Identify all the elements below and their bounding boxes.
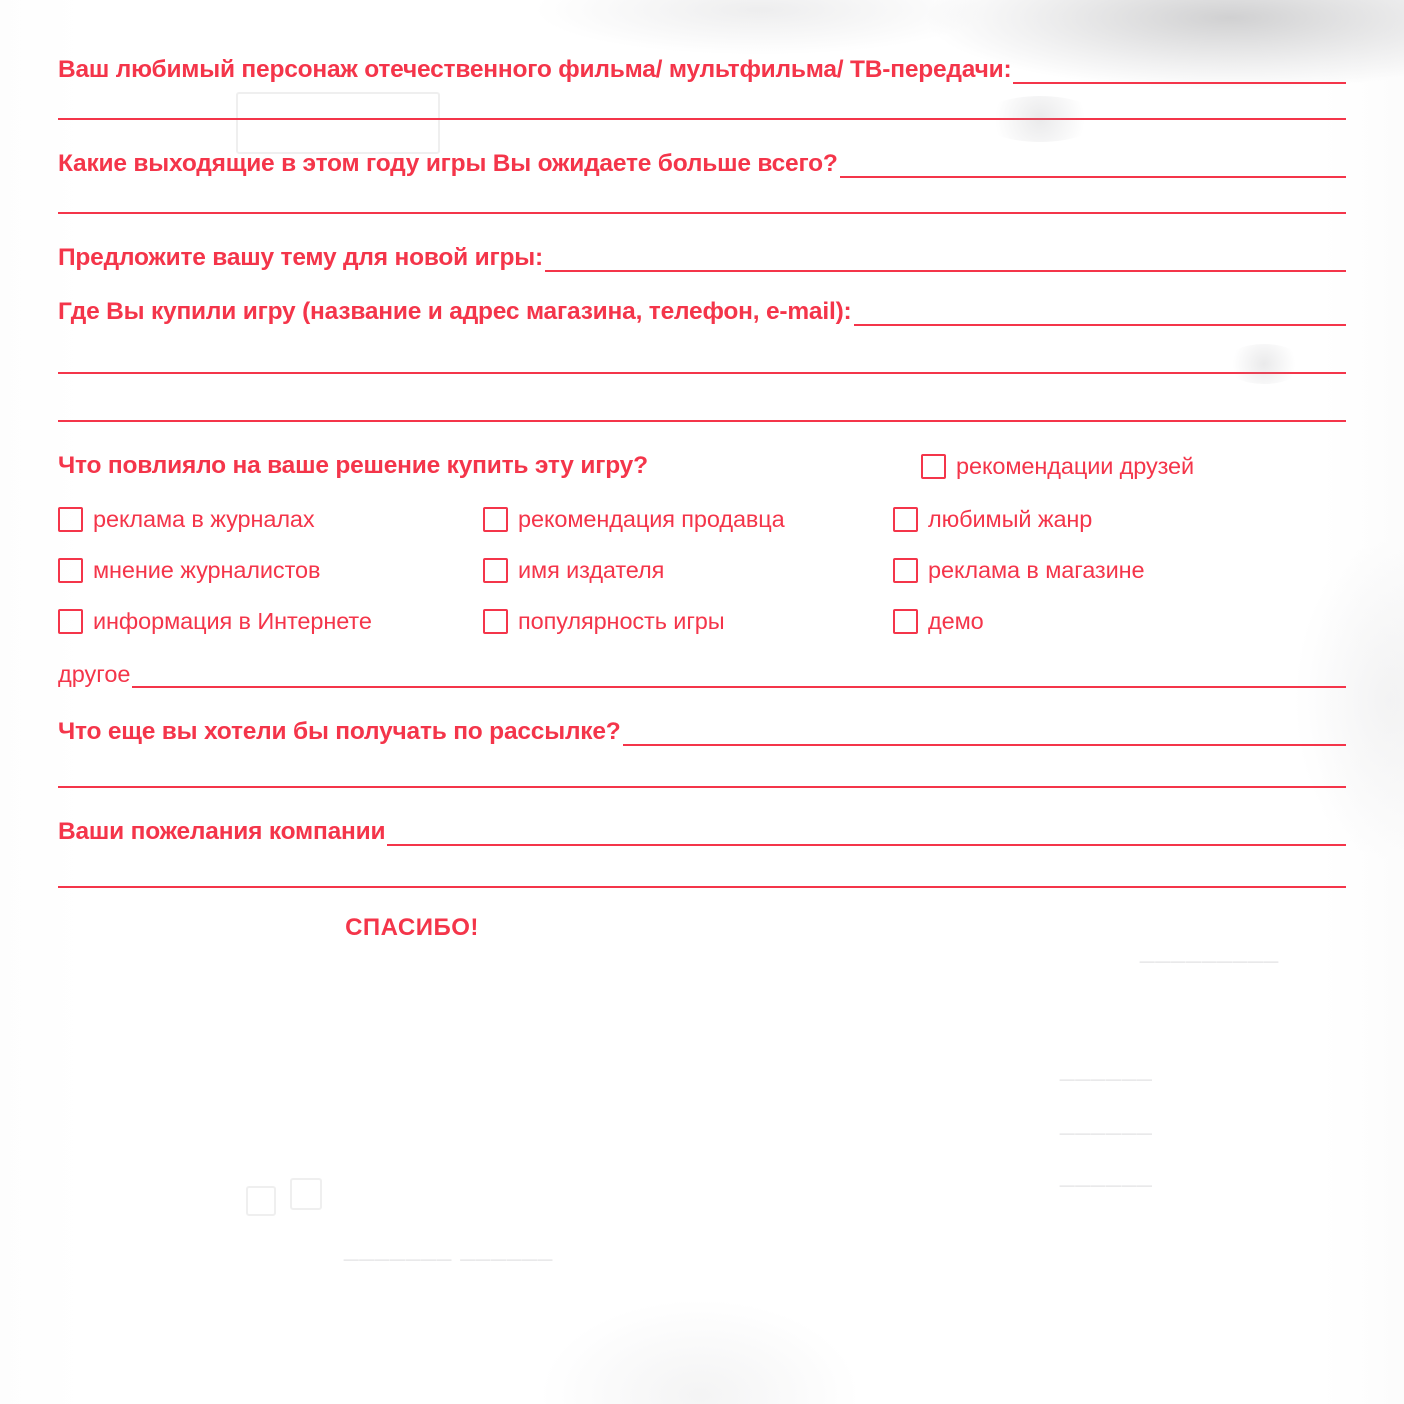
checkbox-icon[interactable] xyxy=(58,609,83,634)
question-label: Что еще вы хотели бы получать по рассылке? xyxy=(58,718,621,745)
scan-artifact-text: ______ xyxy=(1060,1052,1153,1082)
checkbox-label: мнение журналистов xyxy=(93,557,321,583)
field-mailing-wishes[interactable] xyxy=(58,718,1346,746)
checkbox-icon[interactable] xyxy=(893,507,918,532)
influence-title: Что повлияло на ваше решение купить эту игру? xyxy=(58,452,648,479)
checkbox-icon[interactable] xyxy=(58,558,83,583)
checkbox-label: реклама в журналах xyxy=(93,506,315,532)
question-label: Ваши пожелания компании xyxy=(58,818,386,845)
scan-artifact-text: ______ xyxy=(1060,1106,1153,1136)
influence-section xyxy=(58,452,1346,688)
checkbox-option-publisher-name[interactable] xyxy=(483,557,893,584)
influence-options-grid xyxy=(58,506,1346,635)
checkbox-icon[interactable] xyxy=(58,507,83,532)
field-other-influence[interactable] xyxy=(58,661,1346,688)
scan-artifact-text: _______ ______ xyxy=(344,1232,554,1262)
checkbox-option-internet-info[interactable] xyxy=(58,608,483,635)
checkbox-option-demo[interactable] xyxy=(893,608,1346,635)
checkbox-option-magazine-ads[interactable] xyxy=(58,506,483,533)
checkbox-option-game-popularity[interactable] xyxy=(483,608,893,635)
checkbox-icon[interactable] xyxy=(483,507,508,532)
scan-artifact-text: _________ xyxy=(1140,934,1280,964)
checkbox-icon[interactable] xyxy=(483,558,508,583)
checkbox-option-favorite-genre[interactable] xyxy=(893,506,1346,533)
question-label: Предложите вашу тему для новой игры: xyxy=(58,244,543,271)
answer-line[interactable] xyxy=(132,664,1346,688)
field-new-game-theme[interactable] xyxy=(58,244,1346,272)
field-favorite-character[interactable] xyxy=(58,56,1346,84)
field-company-wishes[interactable] xyxy=(58,818,1346,846)
field-where-bought[interactable] xyxy=(58,298,1346,326)
answer-line[interactable] xyxy=(545,248,1346,272)
answer-line[interactable] xyxy=(387,822,1346,846)
checkbox-option-store-ads[interactable] xyxy=(893,557,1346,584)
checkbox-icon[interactable] xyxy=(483,609,508,634)
checkbox-label: любимый жанр xyxy=(928,506,1093,532)
checkbox-label: имя издателя xyxy=(518,557,665,583)
checkbox-label: реклама в магазине xyxy=(928,557,1145,583)
field-awaited-games[interactable] xyxy=(58,150,1346,178)
answer-line[interactable] xyxy=(1013,60,1346,84)
answer-line-continuation[interactable] xyxy=(58,886,1346,888)
checkbox-label: демо xyxy=(928,608,984,634)
checkbox-icon[interactable] xyxy=(893,609,918,634)
other-label: другое xyxy=(58,661,131,687)
checkbox-icon[interactable] xyxy=(893,558,918,583)
answer-line[interactable] xyxy=(854,302,1347,326)
answer-line[interactable] xyxy=(840,154,1346,178)
question-label: Ваш любимый персонаж отечественного фильма/ мультфильма/ ТВ-передачи: xyxy=(58,56,1012,83)
question-label: Где Вы купили игру (название и адрес магазина, телефон, e-mail): xyxy=(58,298,852,325)
checkbox-label: популярность игры xyxy=(518,608,725,634)
scan-artifact-box xyxy=(290,1178,322,1210)
question-label: Какие выходящие в этом году игры Вы ожидаете больше всего? xyxy=(58,150,838,177)
checkbox-option-friends-recommendations[interactable] xyxy=(921,453,1346,480)
checkbox-label: информация в Интернете xyxy=(93,608,372,634)
checkbox-option-seller-recommendation[interactable] xyxy=(483,506,893,533)
checkbox-option-journalists-opinion[interactable] xyxy=(58,557,483,584)
influence-header-row xyxy=(58,452,1346,480)
scan-artifact-box xyxy=(246,1186,276,1216)
answer-line[interactable] xyxy=(623,722,1346,746)
checkbox-label: рекомендации друзей xyxy=(956,452,1195,479)
thanks-text: СПАСИБО! xyxy=(345,914,479,941)
checkbox-icon[interactable] xyxy=(921,454,946,479)
checkbox-label: рекомендация продавца xyxy=(518,506,785,532)
scan-artifact-text: ______ xyxy=(1060,1158,1153,1188)
